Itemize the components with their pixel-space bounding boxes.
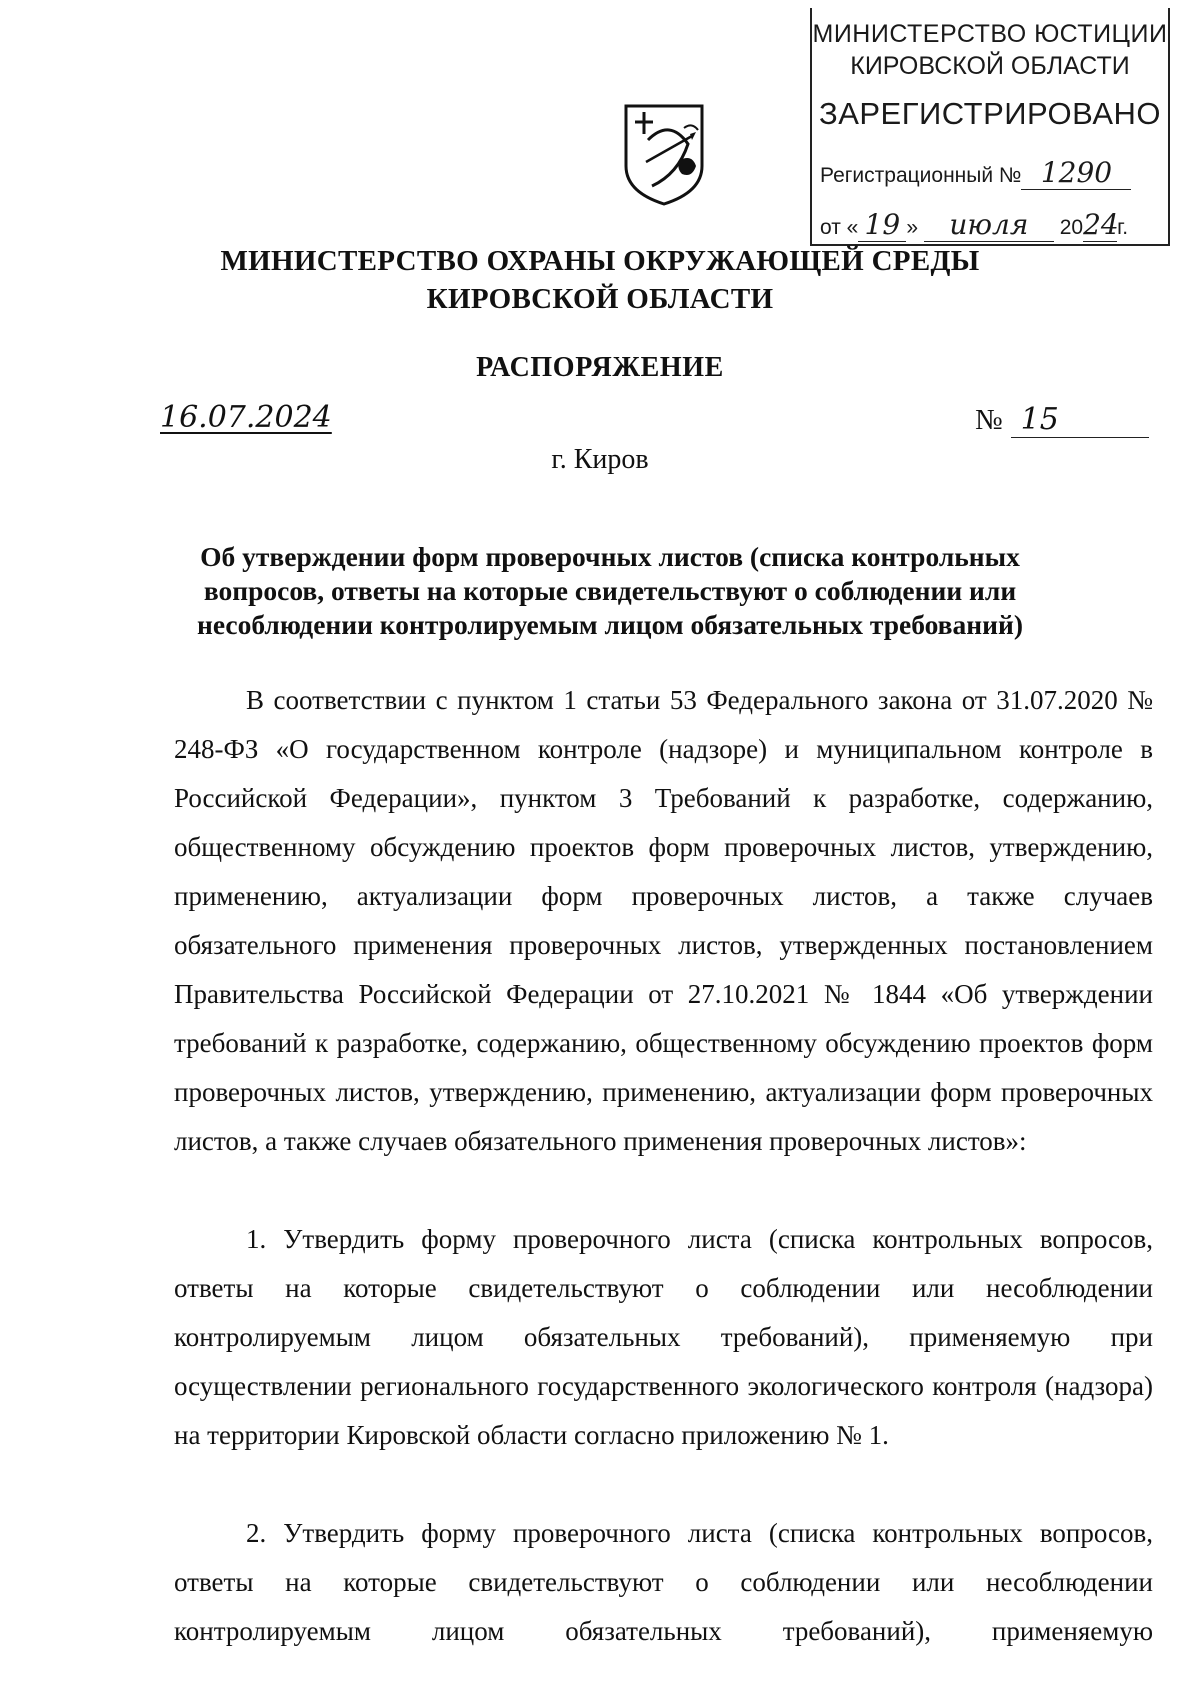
document-type: РАСПОРЯЖЕНИЕ xyxy=(476,352,724,383)
stamp-date-suffix: г. xyxy=(1117,216,1129,239)
document-city: г. Киров xyxy=(551,444,649,475)
stamp-date-month: июля xyxy=(949,208,1029,241)
stamp-date-day: 19 xyxy=(864,208,901,241)
registration-stamp xyxy=(810,8,1170,246)
ministry-title-line2: КИРОВСКОЙ ОБЛАСТИ xyxy=(426,283,774,315)
stamp-date-year-prefix: 20 xyxy=(1059,216,1084,239)
body-paragraph-item-1: 1. Утвердить форму проверочного листа (списка контрольных вопросов, ответы на которые свидетельствуют о соблюдении или несоблюдении контролируемым лицом обязательных требований), применяемую при осуществлении регионального государственного экологического контроля (надзора) на территории Кировской области согласно приложению № 1. xyxy=(174,1224,1153,1450)
stamp-reg-number-label: Регистрационный № xyxy=(820,164,1022,187)
ministry-title-line1: МИНИСТЕРСТВО ОХРАНЫ ОКРУЖАЮЩЕЙ СРЕДЫ xyxy=(220,245,980,277)
stamp-date-prefix: от « xyxy=(820,216,859,239)
stamp-date-row xyxy=(820,208,1128,242)
stamp-reg-number: 1290 xyxy=(1040,156,1113,189)
document-date: 16.07.2024 xyxy=(160,400,332,435)
stamp-ministry-line1: МИНИСТЕРСТВО ЮСТИЦИИ xyxy=(812,20,1168,48)
document-subject xyxy=(180,540,1040,642)
subject-line1: Об утверждении форм проверочных листов (списка контрольных xyxy=(200,541,1020,572)
ministry-title xyxy=(0,242,1200,318)
document-number-block xyxy=(975,402,1149,438)
document-number-label: № xyxy=(975,404,1003,436)
stamp-ministry-line2: КИРОВСКОЙ ОБЛАСТИ xyxy=(850,52,1130,80)
stamp-date-year: 24 xyxy=(1083,208,1119,241)
stamp-registered: ЗАРЕГИСТРИРОВАНО xyxy=(818,96,1161,131)
subject-line3: несоблюдении контролируемым лицом обязательных требований) xyxy=(197,609,1023,640)
subject-line2: вопросов, ответы на которые свидетельствуют о соблюдении или xyxy=(203,575,1017,606)
stamp-date-mid: » xyxy=(906,216,919,239)
stamp-reg-number-row xyxy=(820,156,1131,190)
coat-of-arms-emblem xyxy=(618,100,710,208)
body-paragraph-preamble: В соответствии с пунктом 1 статьи 53 Федерального закона от 31.07.2020 № 248-ФЗ «О государственном контроле (надзоре) и муниципальном контроле в Российской Федерации», пунктом 3 Требований к разработке, содержанию, общественному обсуждению проектов форм проверочных листов, утверждению, применению, актуализации форм проверочных листов, а также случаев обязательного применения проверочных листов, утвержденных постановлением Правительства Российской Федерации от 27.10.2021 № 1844 «Об утверждении требований к разработке, содержанию, общественному обсуждению проектов форм проверочных листов, утверждению, применению, актуализации форм проверочных листов, а также случаев обязательного применения проверочных листов»: xyxy=(174,685,1153,1156)
body-paragraph-item-2: 2. Утвердить форму проверочного листа (списка контрольных вопросов, ответы на которые свидетельствуют о соблюдении или несоблюдении контролируемым лицом обязательных требований), применяемую xyxy=(174,1518,1153,1646)
document-number: 15 xyxy=(1020,402,1059,437)
